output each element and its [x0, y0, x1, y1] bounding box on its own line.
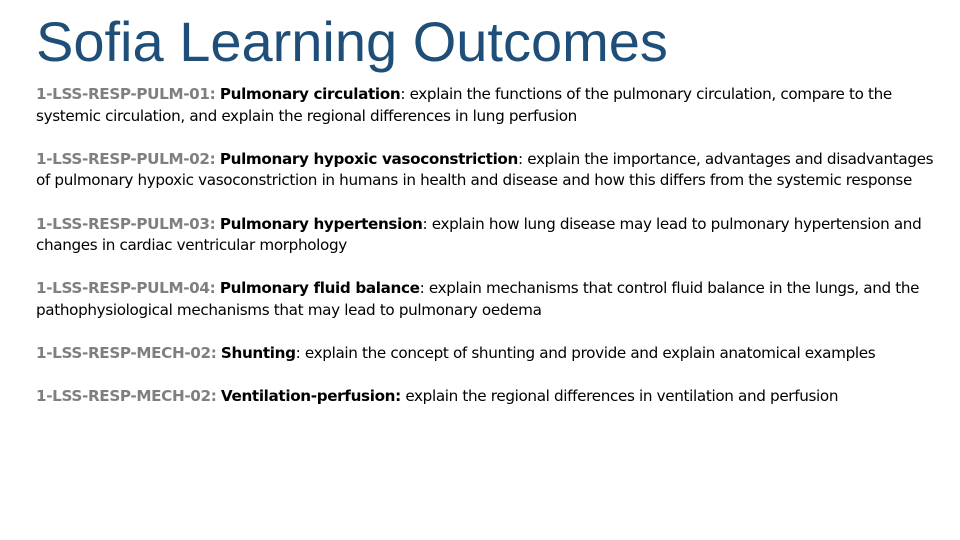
slide-title: Sofia Learning Outcomes	[36, 10, 668, 73]
learning-outcome-item	[36, 149, 936, 192]
learning-outcomes-list	[36, 84, 936, 408]
outcome-topic: Pulmonary hypoxic vasoconstriction	[219, 149, 518, 168]
outcome-separator: :	[295, 344, 301, 363]
outcome-description: explain the importance, advantages and disadvantages of pulmonary hypoxic vasoconstriction in humans in health and disease and how this differs from the systemic response	[36, 149, 934, 190]
outcome-topic: Shunting	[220, 344, 296, 363]
outcome-description: explain the functions of the pulmonary circulation, compare to the systemic circulation, and explain the regional differences in lung perfusion	[36, 85, 892, 125]
outcome-code: 1-LSS-RESP-PULM-03:	[36, 214, 216, 233]
outcome-topic: Pulmonary hypertension	[219, 214, 423, 233]
learning-outcome-item	[36, 84, 936, 127]
outcome-description: explain the regional differences in ventilation and perfusion	[400, 387, 839, 406]
outcome-description: explain mechanisms that control fluid balance in the lungs, and the pathophysiological mechanisms that may lead to pulmonary oedema	[36, 279, 920, 319]
outcome-separator: :	[400, 85, 406, 103]
outcome-code: 1-LSS-RESP-MECH-02:	[36, 344, 217, 363]
outcome-separator: :	[517, 149, 523, 168]
outcome-topic: Pulmonary circulation	[219, 85, 401, 103]
outcome-topic: Pulmonary fluid balance	[219, 279, 420, 298]
learning-outcome-item	[36, 278, 936, 321]
outcome-description: explain the concept of shunting and provide and explain anatomical examples	[300, 344, 876, 363]
outcome-separator: :	[422, 214, 428, 233]
outcome-description: explain how lung disease may lead to pulmonary hypertension and changes in cardiac ventricular morphology	[36, 214, 922, 255]
outcome-code: 1-LSS-RESP-PULM-04:	[36, 279, 216, 298]
outcome-code: 1-LSS-RESP-PULM-01:	[36, 85, 216, 103]
outcome-separator: :	[419, 279, 425, 298]
learning-outcome-item	[36, 214, 936, 257]
learning-outcome-item	[36, 343, 936, 365]
outcome-topic: Ventilation-perfusion:	[220, 387, 401, 406]
outcome-code: 1-LSS-RESP-MECH-02:	[36, 387, 217, 406]
learning-outcome-item	[36, 386, 936, 408]
outcome-code: 1-LSS-RESP-PULM-02:	[36, 149, 216, 168]
